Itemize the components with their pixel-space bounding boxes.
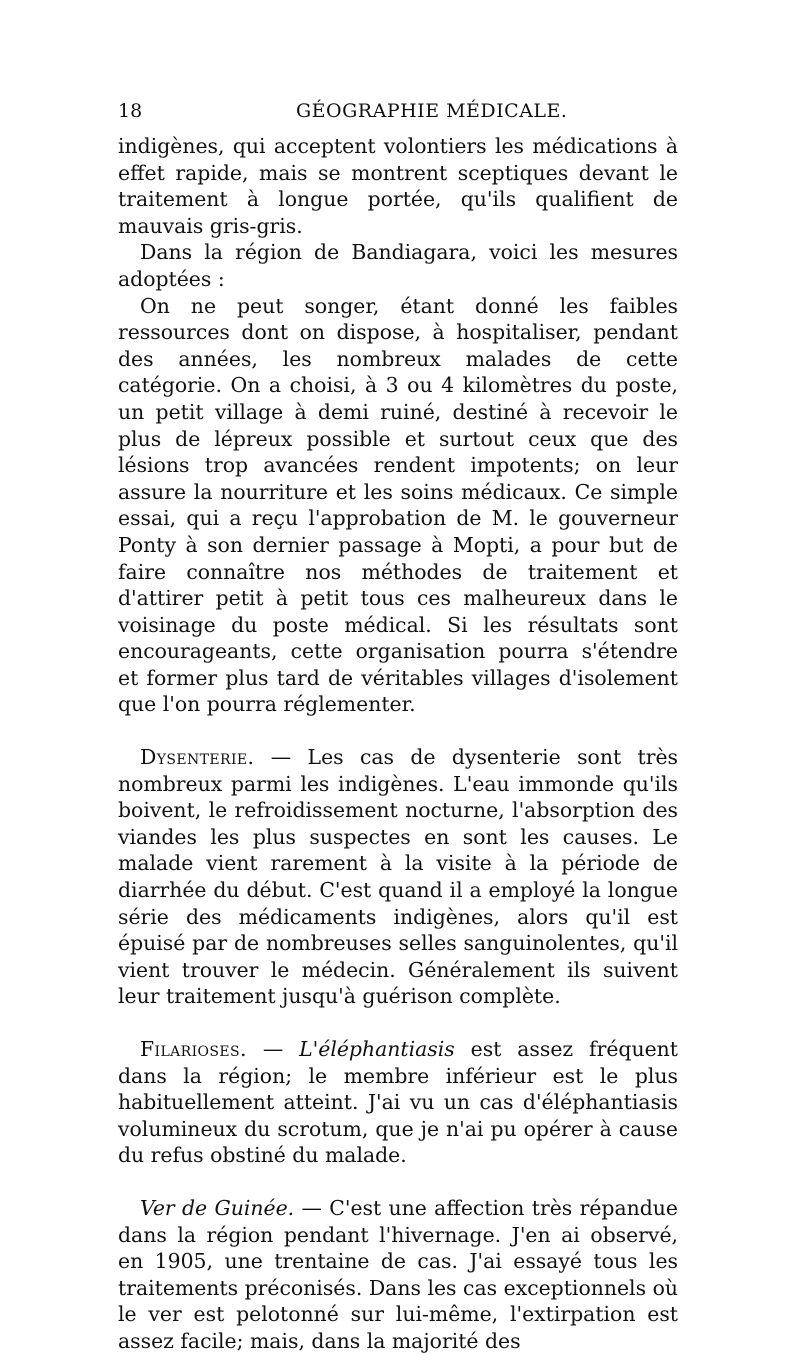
em-dash: — [294, 1195, 330, 1220]
section-heading-dysenterie: Dysenterie. [140, 745, 255, 770]
paragraph-leprosy-measures: On ne peut songer, étant donné les faibles ressources dont on dispose, à hospitaliser, pendant des années, les nombreux malades de cette catégorie. On a choisi, à 3 ou 4 kilomètres du poste, un petit village à demi ruiné, destiné à recevoir le plus de lépreux possible et surtout ceux que des lésions trop avancées rendent impotents; on leur assure la nourriture et les soins médicaux. Ce simple essai, qui a reçu l'approbation de M. le gouverneur Ponty à son dernier passage à Mopti, a pour but de faire connaître nos méthodes de traitement et d'attirer petit à petit tous ces malheureux dans le voisinage du poste médical. Si les résultats sont encourageants, cette organisation pourra s'étendre et former plus tard de véritables villages d'isolement que l'on pourra réglementer. [118, 293, 678, 717]
paragraph-filarioses [118, 1036, 678, 1169]
paragraph-ver-de-guinee-text: C'est une affection très répandue dans la région pendant l'hivernage. J'en ai observé, en 1905, une trentaine de cas. J'ai essayé tous les traitements préconisés. Dans les cas exceptionnels où le ver est pelotonné sur lui-même, l'extirpation est assez facile; mais, dans la majorité des [118, 1195, 678, 1353]
em-dash: — [246, 1037, 300, 1061]
section-heading-ver-de-guinee: Ver de Guinée. [140, 1195, 295, 1220]
running-head [118, 100, 678, 130]
paragraph-ver-de-guinee [118, 1195, 678, 1355]
paragraph-dysenterie [118, 744, 678, 1010]
term-elephantiasis: L'éléphantiasis [299, 1037, 455, 1061]
paragraph-bandiagara: Dans la région de Bandiagara, voici les mesures adoptées : [118, 240, 678, 291]
running-title: GÉOGRAPHIE MÉDICALE. [296, 100, 568, 122]
section-heading-filarioses: Filarioses. [140, 1037, 247, 1061]
paragraph-continuation: indigènes, qui acceptent volontiers les médications à effet rapide, mais se montrent sceptiques devant le traitement à longue portée, qu'ils qualifient de mauvais gris-gris. [118, 134, 678, 238]
body-text [118, 133, 678, 1355]
em-dash: — [254, 745, 308, 770]
paragraph-dysenterie-text: Les cas de dysenterie sont très nombreux parmi les indigènes. L'eau immonde qu'ils boivent, le refroidissement nocturne, l'absorption des viandes les plus suspectes en sont les causes. Le malade vient rarement à la visite à la période de diarrhée du début. C'est quand il a employé la longue série des médicaments indigènes, alors qu'il est épuisé par de nombreuses selles sanguinolentes, qu'il vient trouver le médecin. Généralement ils suivent leur traitement jusqu'à guérison complète. [118, 745, 678, 1009]
page-number: 18 [118, 100, 143, 122]
paragraph-filarioses-text: est assez fréquent dans la région; le membre inférieur est le plus habituellement atteint. J'ai vu un cas d'éléphantiasis volumineux du scrotum, que je n'ai pu opérer à cause du refus obstiné du malade. [118, 1037, 678, 1168]
